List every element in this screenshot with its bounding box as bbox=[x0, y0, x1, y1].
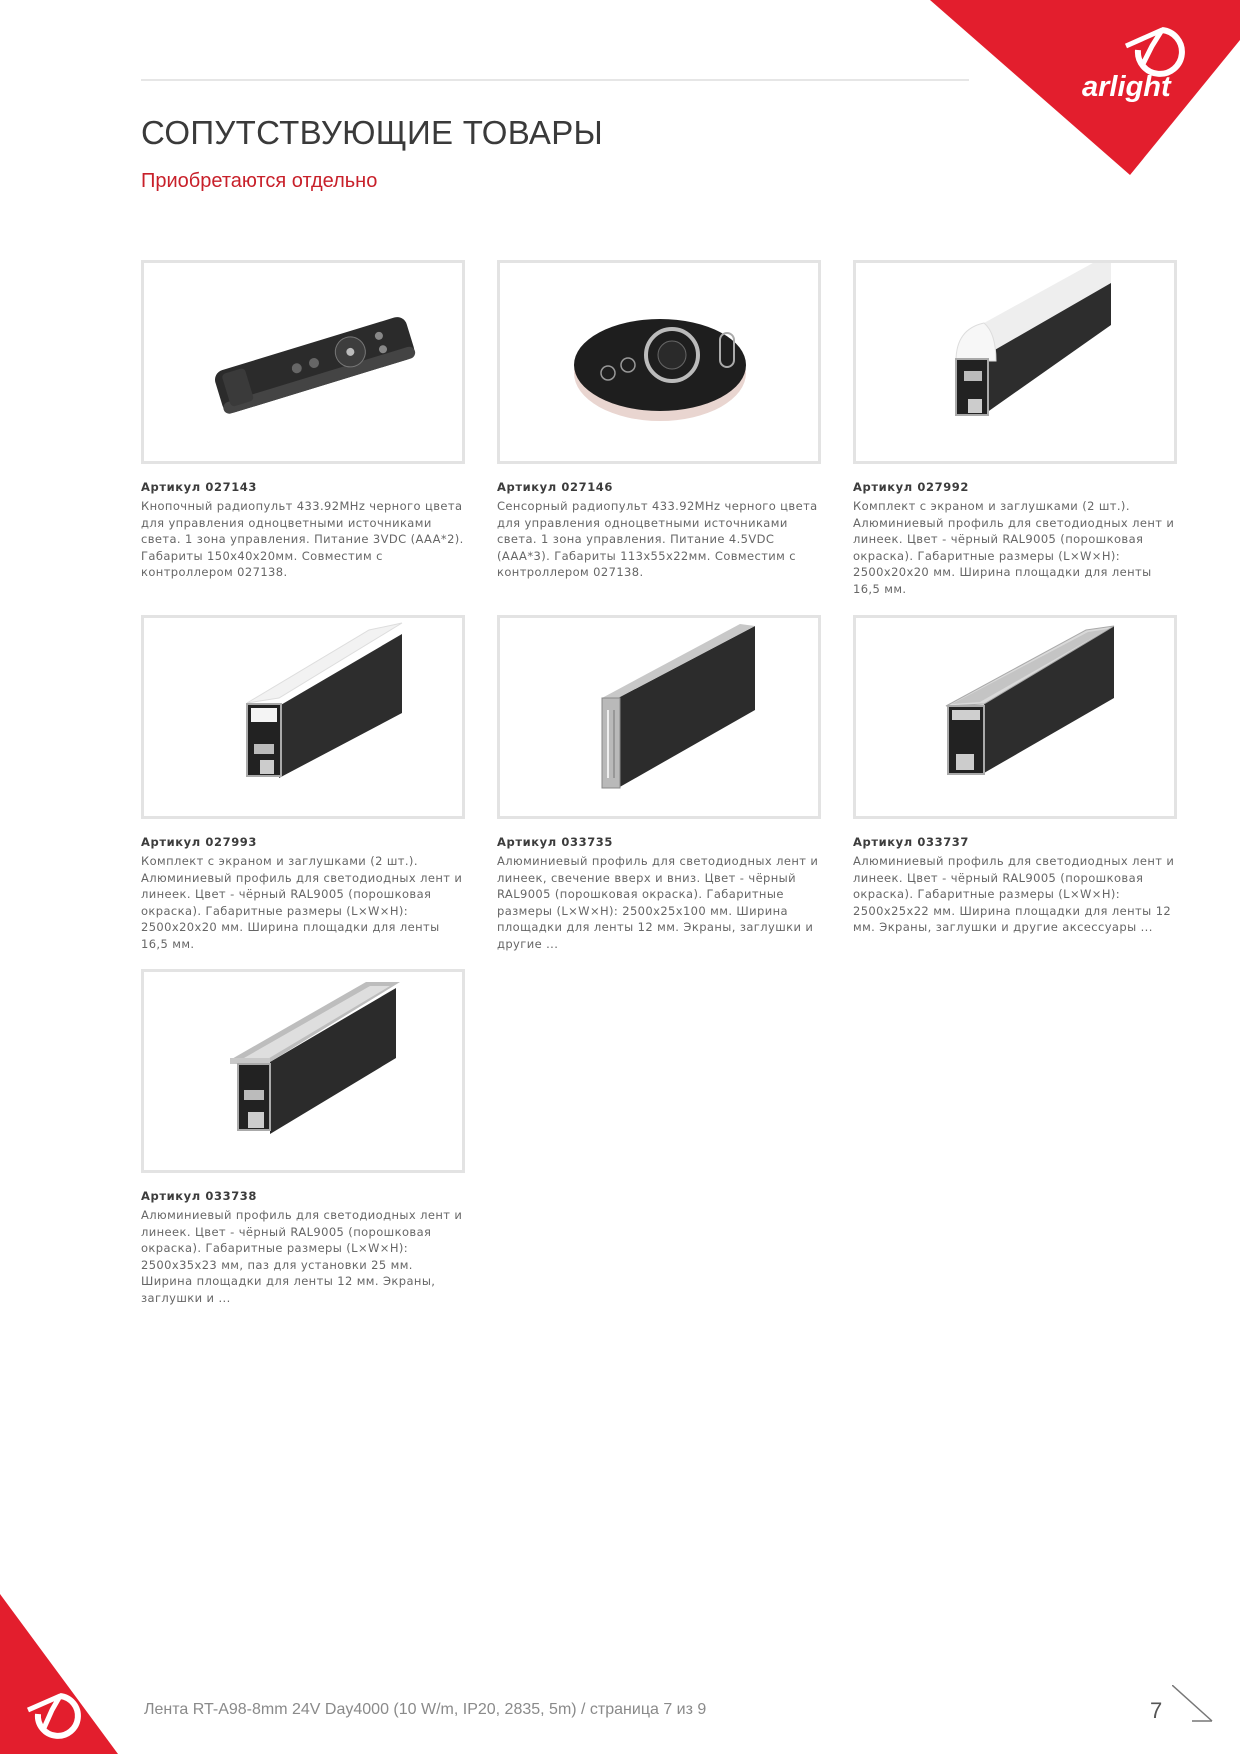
article-number: Артикул 027992 bbox=[853, 480, 969, 494]
product-image bbox=[497, 260, 821, 464]
round-profile-icon bbox=[856, 263, 1174, 461]
product-image bbox=[497, 615, 821, 819]
brand-corner-top bbox=[930, 0, 1240, 180]
article-number: Артикул 033735 bbox=[497, 835, 613, 849]
product-description: Алюминиевый профиль для светодиодных лент и линеек. Цвет - чёрный RAL9005 (порошковая окраска). Габаритные размеры (L×W×H): 2500x35x23 мм, паз для установки 25 мм. Ширина площадки для ленты 12 мм. Экраны, заглушки и ... bbox=[141, 1208, 463, 1305]
product-card bbox=[853, 615, 1177, 936]
page-title: СОПУТСТВУЮЩИЕ ТОВАРЫ bbox=[141, 114, 604, 151]
flat-profile-icon bbox=[500, 618, 818, 816]
product-image bbox=[853, 615, 1177, 819]
product-card bbox=[141, 260, 465, 581]
article-number: Артикул 033737 bbox=[853, 835, 969, 849]
product-image bbox=[141, 260, 465, 464]
page-subtitle: Приобретаются отдельно bbox=[141, 170, 378, 192]
product-description: Кнопочный радиопульт 433.92MHz черного цвета для управления одноцветными источниками света. 1 зона управления. Питание 3VDC (AAA*2). Габариты 150x40x20мм. Совместим с контроллером 027138. bbox=[141, 499, 464, 580]
article-number: Артикул 027993 bbox=[141, 835, 257, 849]
prism-profile-icon bbox=[856, 618, 1174, 816]
product-image bbox=[141, 969, 465, 1173]
brand-corner-bottom bbox=[0, 1594, 120, 1754]
article-number: Артикул 027146 bbox=[497, 480, 613, 494]
product-image bbox=[853, 260, 1177, 464]
touch-remote-icon bbox=[500, 263, 818, 461]
footer-product-info: Лента RT-A98-8mm 24V Day4000 (10 W/m, IP20, 2835, 5m) / страница 7 из 9 bbox=[144, 1701, 707, 1718]
product-description: Сенсорный радиопульт 433.92MHz черного цвета для управления одноцветными источниками света. 1 зона управления. Питание 4.5VDC (AAA*3). Габариты 113x55x22мм. Совместим с контроллером 027138. bbox=[497, 499, 818, 580]
product-description: Алюминиевый профиль для светодиодных лент и линеек, свечение вверх и вниз. Цвет - чёрный RAL9005 (порошковая окраска). Габаритные размеры (L×W×H): 2500x25x100 мм. Ширина площадки для ленты 12 мм. Экраны, заглушки и другие ... bbox=[497, 854, 819, 951]
header-rule bbox=[141, 79, 969, 81]
product-card bbox=[497, 615, 821, 953]
product-card bbox=[141, 969, 465, 1307]
article-number: Артикул 033738 bbox=[141, 1189, 257, 1203]
button-remote-icon bbox=[144, 263, 462, 461]
page-number: 7 bbox=[1150, 1698, 1163, 1723]
product-card bbox=[853, 260, 1177, 598]
product-card bbox=[141, 615, 465, 953]
product-card bbox=[497, 260, 821, 581]
product-description: Комплект с экраном и заглушками (2 шт.). Алюминиевый профиль для светодиодных лент и линеек. Цвет - чёрный RAL9005 (порошковая окраска). Габаритные размеры (L×W×H): 2500x20x20 мм. Ширина площадки для ленты 16,5 мм. bbox=[853, 499, 1175, 596]
flanged-profile-icon bbox=[144, 972, 462, 1170]
brand-logo-text: arlight bbox=[1082, 71, 1171, 103]
product-description: Комплект с экраном и заглушками (2 шт.). Алюминиевый профиль для светодиодных лент и линеек. Цвет - чёрный RAL9005 (порошковая окраска). Габаритные размеры (L×W×H): 2500x20x20 мм. Ширина площадки для ленты 16,5 мм. bbox=[141, 854, 463, 951]
page-corner-mark bbox=[1172, 1685, 1214, 1723]
product-description: Алюминиевый профиль для светодиодных лент и линеек. Цвет - чёрный RAL9005 (порошковая окраска). Габаритные размеры (L×W×H): 2500x25x22 мм. Ширина площадки для ленты 12 мм. Экраны, заглушки и другие аксессуары ... bbox=[853, 854, 1175, 935]
product-image bbox=[141, 615, 465, 819]
square-profile-icon bbox=[144, 618, 462, 816]
article-number: Артикул 027143 bbox=[141, 480, 257, 494]
